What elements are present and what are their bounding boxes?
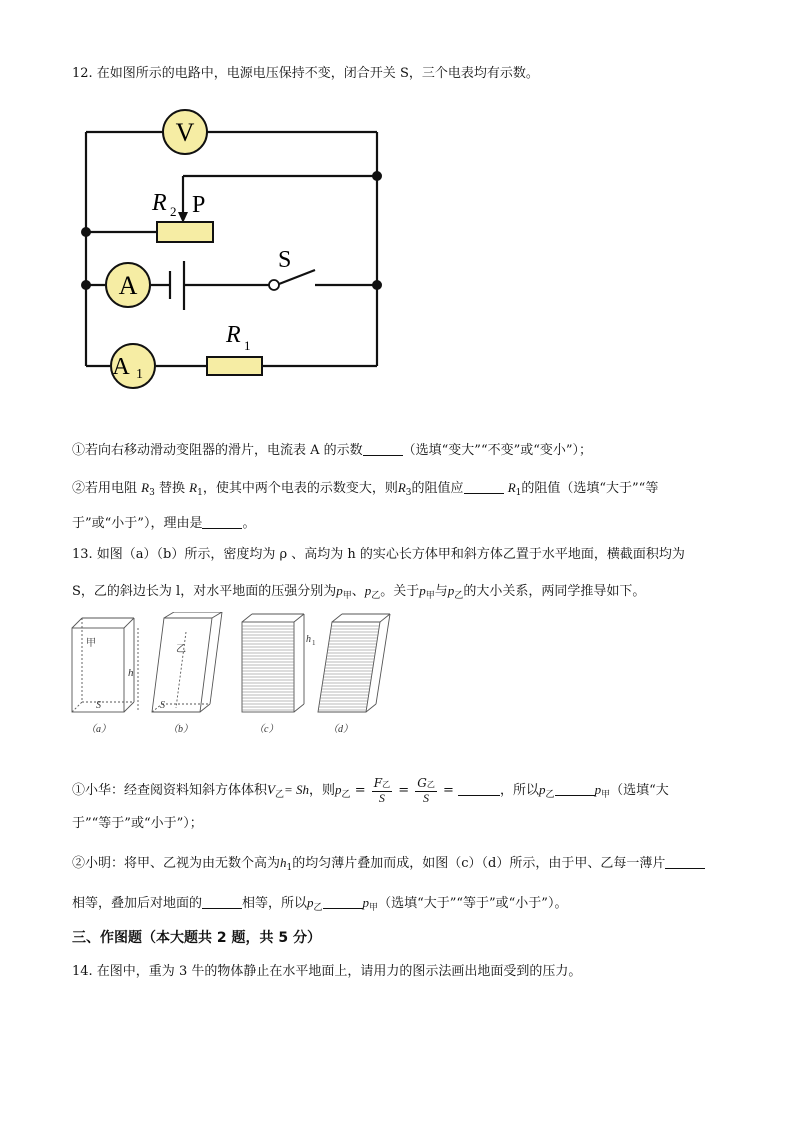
q13-xiaoming-line2: 相等，叠加后对地面的 相等，所以$p_乙$ $p_甲$（选填“大于”“等于”或“小于”）。 — [72, 895, 568, 913]
fraction-g-over-s: $\frac{\text{G乙}}{S}$ — [417, 775, 435, 805]
q12-part2-line2: 于”或“小于”），理由是 。 — [72, 516, 256, 531]
switch-contact — [269, 280, 279, 290]
label-v: V — [175, 118, 195, 147]
answer-blank[interactable] — [458, 781, 500, 796]
answer-blank[interactable] — [202, 894, 242, 909]
label-a1: A — [112, 354, 130, 380]
fig-label-h1: h — [306, 634, 311, 645]
q13-xiaoming: ②小明：将甲、乙视为由无数个高为$h_1$的均匀薄片叠加而成，如图（c）（d）所示，由于甲、乙每一薄片 — [72, 853, 705, 878]
label-a: A — [118, 271, 138, 300]
label-r2: R — [152, 190, 167, 216]
label-p: P — [192, 192, 206, 218]
junction-dot — [372, 280, 382, 290]
q13-line1: 13. 如图（a）（b）所示，密度均为 ρ 、高均为 h 的实心长方体甲和斜方体乙置于水平地面，横截面积均为 — [72, 547, 685, 562]
fig-caption-d: （d） — [328, 724, 353, 735]
junction-dot — [372, 171, 382, 181]
answer-blank[interactable] — [665, 854, 705, 869]
fig-caption-c: （c） — [254, 724, 279, 735]
fig-caption-b: （b） — [168, 724, 193, 735]
circuit-diagram — [70, 104, 400, 394]
q13-line2: S，乙的斜边长为 l，对水平地面的压强分别为$p_甲$、$p_乙$。关于$p_甲$与$p_乙$的大小关系，两同学推导如下。 — [72, 583, 646, 601]
fig-label-s-b: S — [160, 700, 165, 711]
fig-label-s-a: S — [96, 700, 101, 711]
label-r1: R — [226, 322, 241, 348]
label-r2-sub: 2 — [170, 204, 177, 219]
resistor-r2 — [157, 222, 213, 242]
answer-blank[interactable] — [323, 894, 363, 909]
answer-blank[interactable] — [555, 781, 595, 796]
label-r1-sub: 1 — [244, 338, 251, 353]
answer-blank[interactable] — [363, 441, 403, 456]
q14-stem: 14. 在图中，重为 3 牛的物体静止在水平地面上，请用力的图示法画出地面受到的压力。 — [72, 964, 582, 979]
prism-figures — [66, 612, 396, 738]
fig-label-h: h — [128, 667, 134, 679]
fig-caption-a: （a） — [86, 724, 111, 735]
label-s: S — [278, 247, 292, 273]
q12-part2: ②若用电阻 $R_3$ 替换 $R_1$，使其中两个电表的示数变大，则$R_3$的阻值应 $R_1$的阻值（选填“大于”“等 — [72, 480, 659, 498]
fig-label-jia: 甲 — [86, 638, 96, 649]
resistor-r1 — [207, 357, 262, 375]
section-3-title: 三、作图题（本大题共 2 题，共 5 分） — [72, 930, 321, 946]
q12-stem: 12. 在如图所示的电路中，电源电压保持不变，闭合开关 S，三个电表均有示数。 — [72, 66, 539, 81]
answer-blank[interactable] — [202, 514, 242, 529]
junction-dot — [81, 227, 91, 237]
fig-label-h1-sub: 1 — [312, 639, 316, 647]
answer-blank[interactable] — [464, 479, 504, 494]
q12-part1: ①若向右移动滑动变阻器的滑片，电流表 A 的示数 （选填“变大”“不变”或“变小”）； — [72, 443, 593, 458]
fig-label-yi: 乙 — [176, 644, 186, 655]
q13-xiaohua: ①小华：经查阅资料知斜方体体积$V_乙= Sh$，则$p_乙$ = $\frac{\text{F乙}}{S}$ = $\frac{\text{G乙}}{S}$ = ，所以$p_乙$ $p_甲$（选填“大 — [72, 775, 669, 805]
label-a1-sub: 1 — [136, 367, 143, 382]
q13-xiaohua-line2: 于”“等于”或“小于”）； — [72, 816, 203, 831]
fraction-f-over-s: $\frac{\text{F乙}}{S}$ — [373, 775, 391, 805]
junction-dot — [81, 280, 91, 290]
